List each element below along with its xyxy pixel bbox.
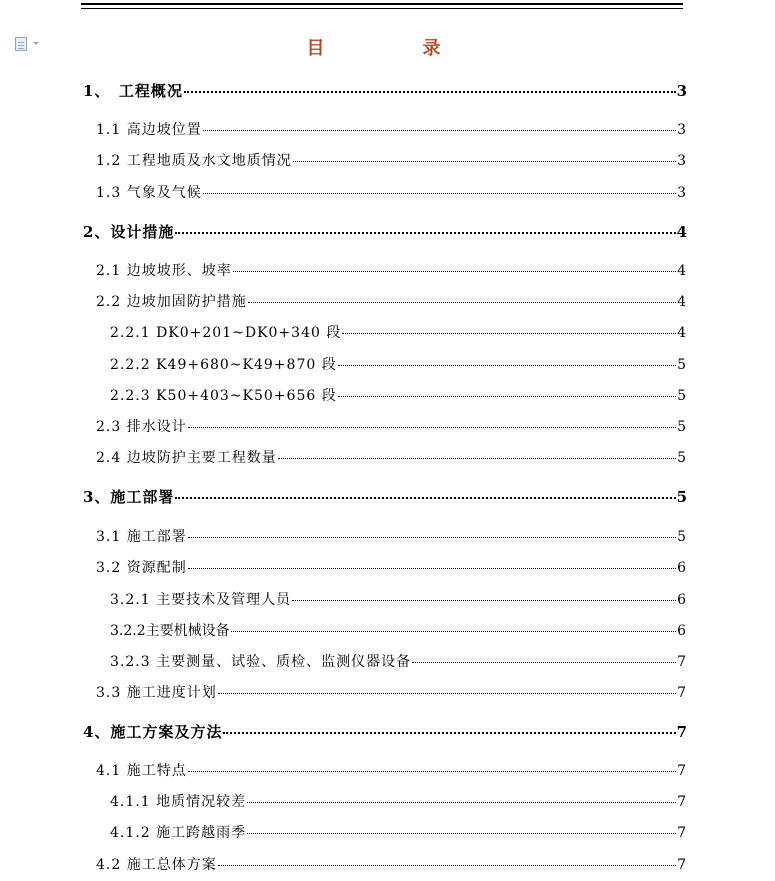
toc-entry-label: 4.1.2 施工跨越雨季 <box>110 825 247 841</box>
toc-entry[interactable] <box>0 791 686 811</box>
toc-entry-label: 3.3 施工进度计划 <box>96 685 217 701</box>
toc-entry-label: 4、施工方案及方法 <box>83 723 223 741</box>
toc-entry-label: 2.3 排水设计 <box>96 419 187 435</box>
toc-entry-page: 7 <box>677 825 686 841</box>
toc-entry-label: 4.1 施工特点 <box>96 763 187 779</box>
toc-entry[interactable] <box>0 182 686 202</box>
toc-entry-page: 5 <box>677 357 686 373</box>
toc-leader <box>293 160 676 162</box>
toc-entry-page: 3 <box>677 185 686 201</box>
toc-entry[interactable] <box>0 354 686 374</box>
toc-entry-page: 7 <box>677 857 686 873</box>
toc-leader <box>188 770 676 772</box>
toc-leader <box>412 661 676 663</box>
toc-leader <box>203 192 676 194</box>
toc-entry-label: 3.2 资源配制 <box>96 560 187 576</box>
toc-entry-page: 4 <box>677 294 686 310</box>
toc-entry[interactable] <box>0 854 686 874</box>
toc-title: 目 录 <box>306 38 481 59</box>
toc-entry[interactable] <box>0 651 686 671</box>
toc-entry-page: 5 <box>676 488 687 506</box>
toc-leader <box>233 270 676 272</box>
toc-entry[interactable] <box>0 119 686 139</box>
toc-leader <box>247 801 676 803</box>
toc-entry-label: 3.1 施工部署 <box>96 529 187 545</box>
toc-leader <box>188 536 676 538</box>
toc-entry[interactable] <box>0 150 686 170</box>
toc-entry-label: 2、设计措施 <box>83 223 175 241</box>
toc-entry-page: 5 <box>677 450 686 466</box>
toc-entry-page: 4 <box>677 325 686 341</box>
toc-entry-label: 4.1.1 地质情况较差 <box>110 794 247 810</box>
toc-entry-label: 2.2.1 DK0+201~DK0+340 段 <box>110 325 342 341</box>
toc-entry-label: 3.2.2主要机械设备 <box>110 623 230 639</box>
toc-entry-page: 7 <box>677 794 686 810</box>
toc-entry-page: 6 <box>677 623 686 639</box>
toc-leader <box>188 426 676 428</box>
toc-entry[interactable] <box>0 589 686 609</box>
toc-leader <box>342 332 676 334</box>
toc-entry-label: 3.2.3 主要测量、试验、质检、监测仪器设备 <box>110 654 412 670</box>
toc-entry-label: 2.2.2 K49+680~K49+870 段 <box>110 357 337 373</box>
toc-leader <box>247 832 676 834</box>
toc-entry-label: 2.1 边坡坡形、坡率 <box>96 263 232 279</box>
toc-entry[interactable] <box>0 760 686 780</box>
toc-leader <box>175 231 675 234</box>
toc-entry-page: 7 <box>677 654 686 670</box>
toc-entry-page: 5 <box>677 388 686 404</box>
toc-entry[interactable] <box>0 486 687 506</box>
header-rule-thin <box>81 8 683 9</box>
toc-entry[interactable] <box>0 260 686 280</box>
toc-entry[interactable] <box>0 221 687 241</box>
toc-entry-page: 3 <box>677 122 686 138</box>
toc-entry[interactable] <box>0 620 686 640</box>
toc-entry-label: 3、施工部署 <box>83 488 175 506</box>
toc-entry[interactable] <box>0 385 686 405</box>
toc-entry[interactable] <box>0 80 687 100</box>
header-rule <box>81 3 683 5</box>
toc-entry-page: 7 <box>677 685 686 701</box>
toc-leader <box>223 731 675 734</box>
toc-entry[interactable] <box>0 322 686 342</box>
toc-leader <box>175 496 675 499</box>
toc-leader <box>338 395 676 397</box>
toc-entry[interactable] <box>0 822 686 842</box>
toc-leader <box>231 630 676 632</box>
toc-entry[interactable] <box>0 416 686 436</box>
toc-entry-page: 7 <box>677 763 686 779</box>
toc-entry[interactable] <box>0 526 686 546</box>
toc-entry[interactable] <box>0 291 686 311</box>
toc-entry-page: 3 <box>677 153 686 169</box>
toc-entry-page: 3 <box>676 82 687 100</box>
toc-entry[interactable] <box>0 721 687 741</box>
toc-leader <box>184 90 676 93</box>
toc-leader <box>218 864 676 866</box>
toc-entry[interactable] <box>0 682 686 702</box>
toc-entry-page: 5 <box>677 529 686 545</box>
toc-entry-label: 1、 工程概况 <box>83 82 183 100</box>
toc-leader <box>203 129 676 131</box>
toc-leader <box>248 301 676 303</box>
toc-entry-label: 1.2 工程地质及水文地质情况 <box>96 153 292 169</box>
toc-entry-label: 2.4 边坡防护主要工程数量 <box>96 450 277 466</box>
toc-leader <box>292 599 676 601</box>
toc-entry-label: 2.2.3 K50+403~K50+656 段 <box>110 388 337 404</box>
toc-entry[interactable] <box>0 557 686 577</box>
toc-entry-page: 4 <box>676 223 687 241</box>
toc-leader <box>278 457 676 459</box>
toc-entry-page: 5 <box>677 419 686 435</box>
toc-entry-page: 4 <box>677 263 686 279</box>
toc-entry-label: 1.1 高边坡位置 <box>96 122 202 138</box>
toc-entry[interactable] <box>0 447 686 467</box>
toc-leader <box>338 364 676 366</box>
toc-entry-label: 1.3 气象及气候 <box>96 185 202 201</box>
toc-entry-page: 6 <box>677 560 686 576</box>
toc-entry-page: 6 <box>677 592 686 608</box>
toc-entry-page: 7 <box>676 723 687 741</box>
toc-leader <box>218 692 676 694</box>
toc-entry-label: 2.2 边坡加固防护措施 <box>96 294 247 310</box>
toc-entry-label: 3.2.1 主要技术及管理人员 <box>110 592 292 608</box>
toc-entry-label: 4.2 施工总体方案 <box>96 857 217 873</box>
toc-leader <box>188 567 676 569</box>
